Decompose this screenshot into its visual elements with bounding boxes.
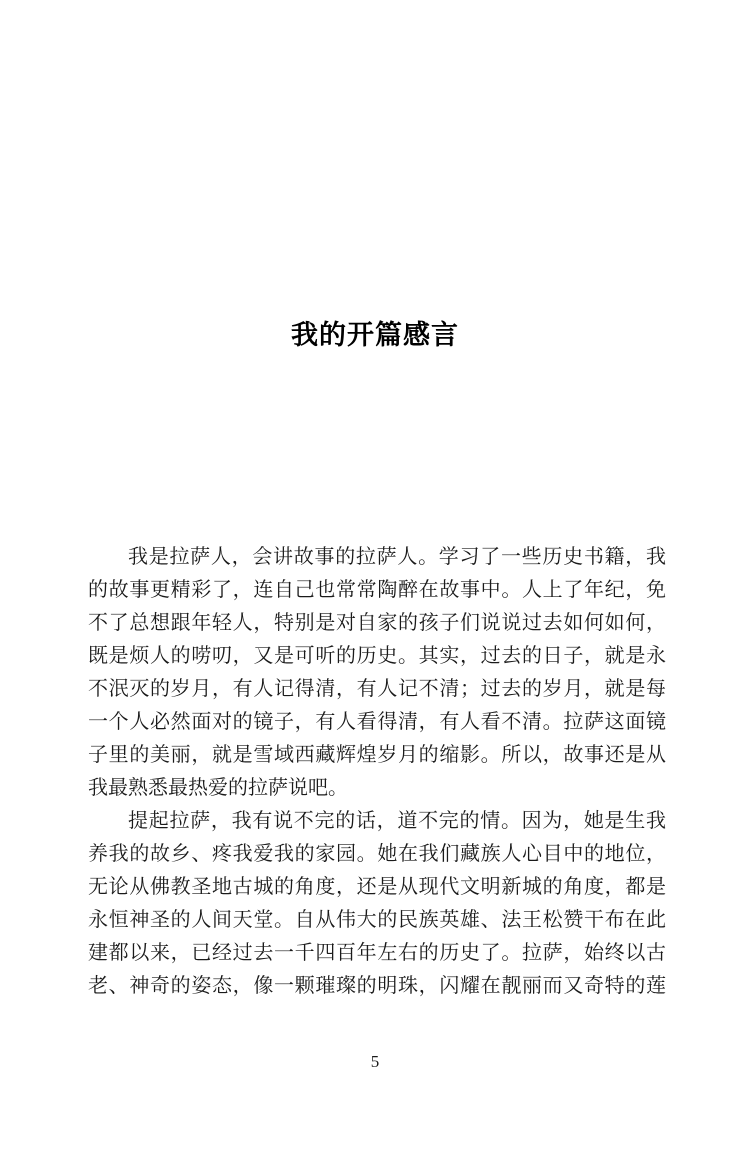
page-number: 5 xyxy=(370,1052,380,1071)
body-text xyxy=(88,541,666,1003)
text-line: 子里的美丽，就是雪域西藏辉煌岁月的缩影。所以，故事还是从 xyxy=(88,744,666,766)
text-line: 的故事更精彩了，连自己也常常陶醉在故事中。人上了年纪，免 xyxy=(88,579,666,601)
text-line: 我是拉萨人，会讲故事的拉萨人。学习了一些历史书籍，我 xyxy=(128,546,666,568)
text-line: 不泯灭的岁月，有人记得清，有人记不清；过去的岁月，就是每 xyxy=(88,678,666,700)
text-line: 我最熟悉最热爱的拉萨说吧。 xyxy=(88,777,348,799)
paragraph-2 xyxy=(88,805,666,1003)
paragraph-1 xyxy=(88,541,666,805)
text-line: 提起拉萨，我有说不完的话，道不完的情。因为，她是生我 xyxy=(128,810,666,832)
text-line: 永恒神圣的人间天堂。自从伟大的民族英雄、法王松赞干布在此 xyxy=(88,909,666,931)
chapter-title: 我的开篇感言 xyxy=(291,320,459,351)
text-line: 一个人必然面对的镜子，有人看得清，有人看不清。拉萨这面镜 xyxy=(88,711,666,733)
text-line: 养我的故乡、疼我爱我的家园。她在我们藏族人心目中的地位， xyxy=(88,843,666,865)
text-line: 无论从佛教圣地古城的角度，还是从现代文明新城的角度，都是 xyxy=(88,876,666,898)
text-line: 建都以来，已经过去一千四百年左右的历史了。拉萨，始终以古 xyxy=(88,942,666,964)
text-line: 不了总想跟年轻人，特别是对自家的孩子们说说过去如何如何， xyxy=(88,612,666,634)
text-line: 老、神奇的姿态，像一颗璀璨的明珠，闪耀在靓丽而又奇特的莲 xyxy=(88,975,666,997)
text-line: 既是烦人的唠叨，又是可听的历史。其实，过去的日子，就是永 xyxy=(88,645,666,667)
